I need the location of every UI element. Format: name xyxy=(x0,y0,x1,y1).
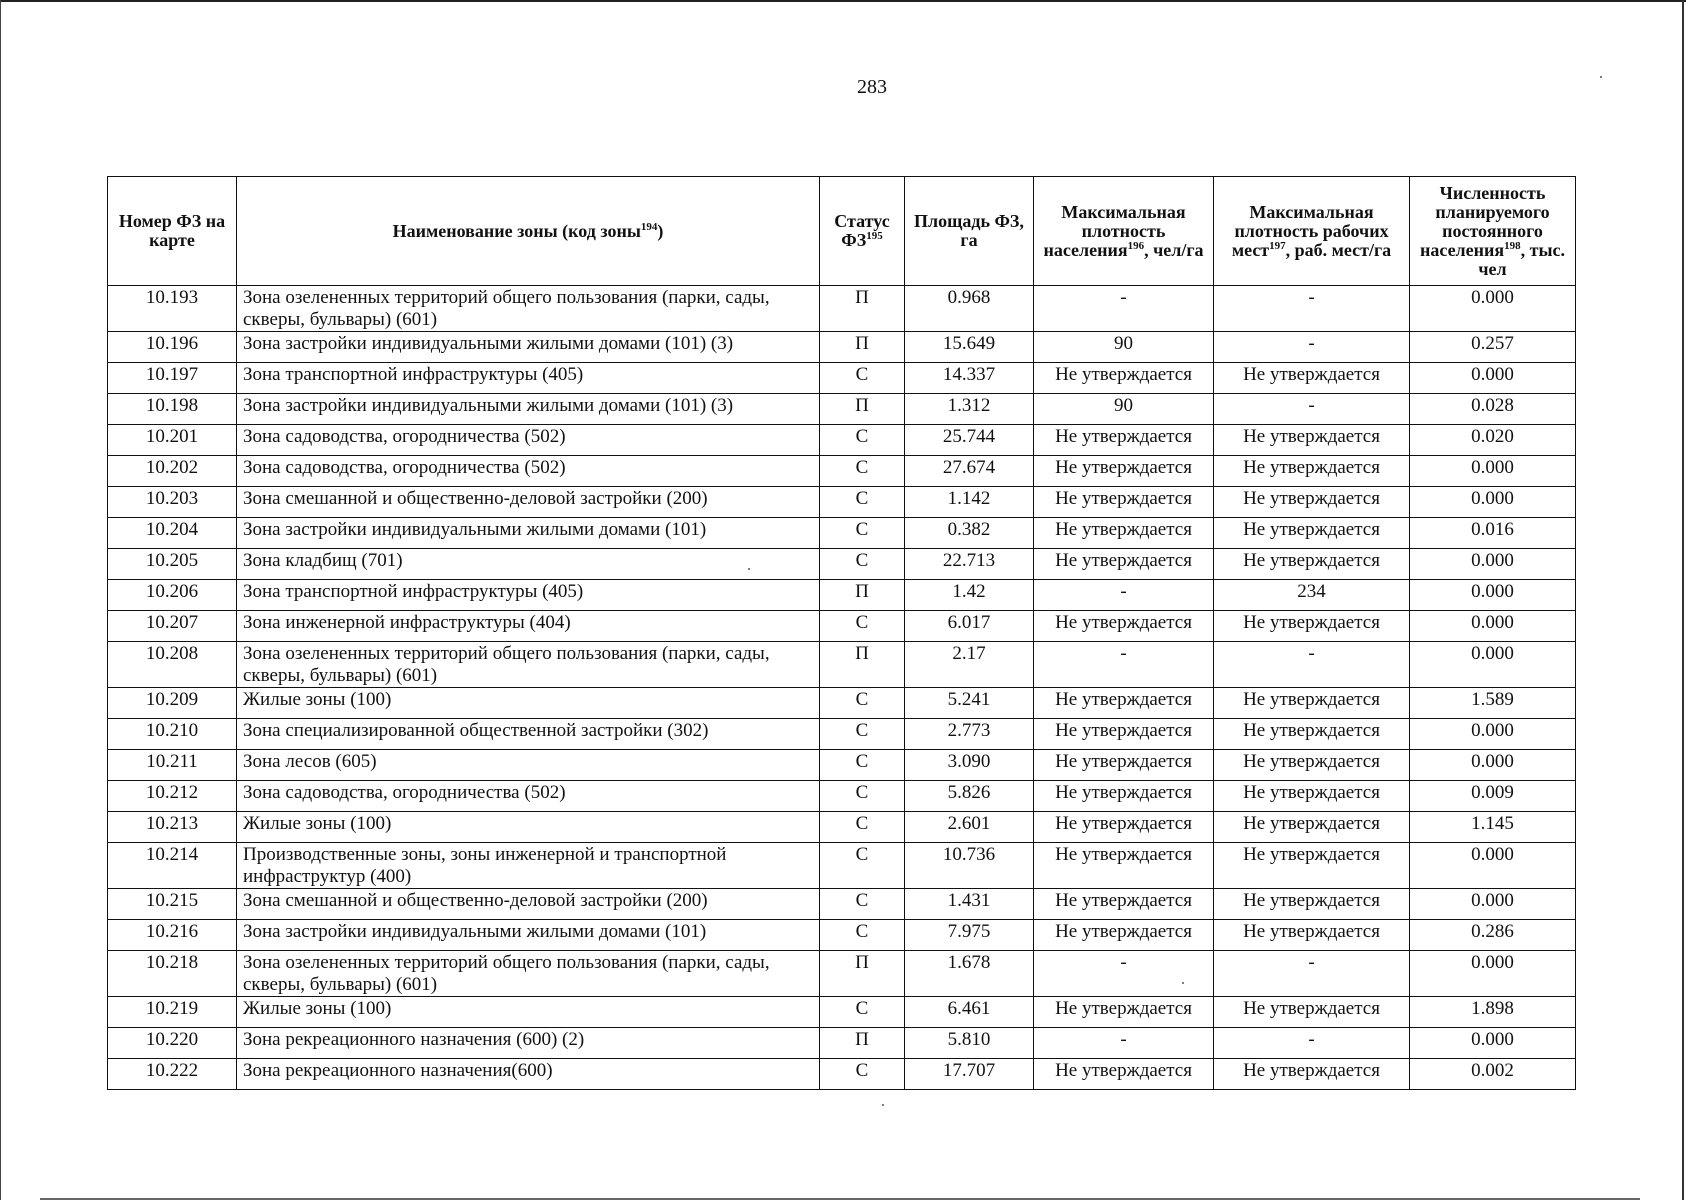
cell-population: 1.145 xyxy=(1410,812,1576,843)
cell-area: 2.773 xyxy=(905,719,1034,750)
cell-population: 0.000 xyxy=(1410,843,1576,889)
cell-population: 0.257 xyxy=(1410,332,1576,363)
cell-pop-density: Не утверждается xyxy=(1034,518,1214,549)
cell-area: 1.678 xyxy=(905,951,1034,997)
cell-population: 0.000 xyxy=(1410,549,1576,580)
cell-area: 0.968 xyxy=(905,286,1034,332)
cell-job-density: Не утверждается xyxy=(1214,843,1410,889)
cell-zone-name: Зона застройки индивидуальными жилыми домами (101) xyxy=(237,920,820,951)
cell-status: С xyxy=(820,843,905,889)
cell-status: С xyxy=(820,487,905,518)
cell-population: 0.000 xyxy=(1410,642,1576,688)
cell-pop-density: Не утверждается xyxy=(1034,812,1214,843)
cell-zone-name: Зона кладбищ (701) xyxy=(237,549,820,580)
cell-pop-density: Не утверждается xyxy=(1034,363,1214,394)
cell-number: 10.207 xyxy=(108,611,237,642)
cell-zone-name: Жилые зоны (100) xyxy=(237,812,820,843)
cell-job-density: Не утверждается xyxy=(1214,781,1410,812)
cell-job-density: - xyxy=(1214,394,1410,425)
table-row xyxy=(108,332,1576,363)
table-row xyxy=(108,688,1576,719)
cell-number: 10.205 xyxy=(108,549,237,580)
cell-status: П xyxy=(820,642,905,688)
cell-status: С xyxy=(820,518,905,549)
cell-zone-name: Зона специализированной общественной застройки (302) xyxy=(237,719,820,750)
cell-population: 0.016 xyxy=(1410,518,1576,549)
cell-pop-density: Не утверждается xyxy=(1034,425,1214,456)
scan-speck xyxy=(1182,982,1184,984)
zones-table xyxy=(107,176,1576,1090)
cell-number: 10.211 xyxy=(108,750,237,781)
cell-number: 10.216 xyxy=(108,920,237,951)
cell-pop-density: Не утверждается xyxy=(1034,1059,1214,1090)
cell-pop-density: Не утверждается xyxy=(1034,920,1214,951)
cell-zone-name: Зона садоводства, огородничества (502) xyxy=(237,456,820,487)
cell-population: 0.000 xyxy=(1410,750,1576,781)
header-pop-density: Максимальная плотность населения$^{196}$, чел/га xyxy=(1034,177,1214,286)
cell-pop-density: - xyxy=(1034,286,1214,332)
cell-population: 1.898 xyxy=(1410,997,1576,1028)
cell-pop-density: Не утверждается xyxy=(1034,456,1214,487)
table-row xyxy=(108,920,1576,951)
cell-pop-density: Не утверждается xyxy=(1034,688,1214,719)
cell-zone-name: Зона смешанной и общественно-деловой застройки (200) xyxy=(237,889,820,920)
header-population: Численность планируемого постоянного населения$^{198}$, тыс. чел xyxy=(1410,177,1576,286)
cell-pop-density: Не утверждается xyxy=(1034,487,1214,518)
cell-status: С xyxy=(820,997,905,1028)
cell-population: 0.286 xyxy=(1410,920,1576,951)
cell-number: 10.219 xyxy=(108,997,237,1028)
cell-number: 10.196 xyxy=(108,332,237,363)
cell-zone-name: Зона застройки индивидуальными жилыми домами (101) (3) xyxy=(237,394,820,425)
cell-area: 2.17 xyxy=(905,642,1034,688)
cell-number: 10.212 xyxy=(108,781,237,812)
cell-number: 10.220 xyxy=(108,1028,237,1059)
cell-number: 10.218 xyxy=(108,951,237,997)
table-header-row xyxy=(108,177,1576,286)
cell-number: 10.197 xyxy=(108,363,237,394)
scan-edge-right xyxy=(1682,0,1684,1200)
cell-number: 10.193 xyxy=(108,286,237,332)
cell-population: 0.028 xyxy=(1410,394,1576,425)
cell-population: 0.002 xyxy=(1410,1059,1576,1090)
cell-status: П xyxy=(820,332,905,363)
cell-pop-density: Не утверждается xyxy=(1034,750,1214,781)
scan-speck xyxy=(1600,76,1602,78)
cell-pop-density: - xyxy=(1034,642,1214,688)
cell-population: 0.000 xyxy=(1410,363,1576,394)
cell-population: 0.009 xyxy=(1410,781,1576,812)
cell-job-density: 234 xyxy=(1214,580,1410,611)
cell-area: 17.707 xyxy=(905,1059,1034,1090)
cell-number: 10.222 xyxy=(108,1059,237,1090)
cell-number: 10.198 xyxy=(108,394,237,425)
cell-status: С xyxy=(820,812,905,843)
cell-population: 0.000 xyxy=(1410,1028,1576,1059)
cell-area: 25.744 xyxy=(905,425,1034,456)
table-row xyxy=(108,1059,1576,1090)
cell-area: 1.431 xyxy=(905,889,1034,920)
cell-population: 0.000 xyxy=(1410,719,1576,750)
cell-pop-density: Не утверждается xyxy=(1034,611,1214,642)
cell-zone-name: Зона инженерной инфраструктуры (404) xyxy=(237,611,820,642)
header-job-density: Максимальная плотность рабочих мест$^{197}$, раб. мест/га xyxy=(1214,177,1410,286)
page-number: 283 xyxy=(857,76,887,98)
cell-job-density: Не утверждается xyxy=(1214,549,1410,580)
cell-area: 2.601 xyxy=(905,812,1034,843)
table-row xyxy=(108,719,1576,750)
cell-population: 0.000 xyxy=(1410,286,1576,332)
table-row xyxy=(108,518,1576,549)
table-row xyxy=(108,951,1576,997)
cell-status: С xyxy=(820,611,905,642)
cell-area: 1.312 xyxy=(905,394,1034,425)
cell-population: 0.020 xyxy=(1410,425,1576,456)
table-row xyxy=(108,611,1576,642)
cell-status: С xyxy=(820,363,905,394)
cell-job-density: Не утверждается xyxy=(1214,920,1410,951)
table-row xyxy=(108,750,1576,781)
cell-pop-density: - xyxy=(1034,580,1214,611)
cell-number: 10.203 xyxy=(108,487,237,518)
cell-zone-name: Зона застройки индивидуальными жилыми домами (101) (3) xyxy=(237,332,820,363)
cell-job-density: Не утверждается xyxy=(1214,487,1410,518)
cell-number: 10.201 xyxy=(108,425,237,456)
cell-zone-name: Жилые зоны (100) xyxy=(237,997,820,1028)
table-row xyxy=(108,642,1576,688)
cell-pop-density: 90 xyxy=(1034,394,1214,425)
table-row xyxy=(108,549,1576,580)
cell-area: 5.826 xyxy=(905,781,1034,812)
cell-status: С xyxy=(820,425,905,456)
cell-pop-density: Не утверждается xyxy=(1034,843,1214,889)
table-row xyxy=(108,781,1576,812)
cell-zone-name: Зона транспортной инфраструктуры (405) xyxy=(237,580,820,611)
cell-number: 10.214 xyxy=(108,843,237,889)
cell-zone-name: Зона озелененных территорий общего пользования (парки, сады, скверы, бульвары) (601) xyxy=(237,951,820,997)
table-row xyxy=(108,1028,1576,1059)
table-row xyxy=(108,812,1576,843)
cell-status: С xyxy=(820,719,905,750)
cell-job-density: Не утверждается xyxy=(1214,518,1410,549)
cell-area: 6.461 xyxy=(905,997,1034,1028)
cell-zone-name: Зона смешанной и общественно-деловой застройки (200) xyxy=(237,487,820,518)
cell-zone-name: Зона озелененных территорий общего пользования (парки, сады, скверы, бульвары) (601) xyxy=(237,642,820,688)
cell-area: 22.713 xyxy=(905,549,1034,580)
cell-area: 1.42 xyxy=(905,580,1034,611)
cell-job-density: Не утверждается xyxy=(1214,889,1410,920)
cell-number: 10.210 xyxy=(108,719,237,750)
cell-status: С xyxy=(820,920,905,951)
scan-speck xyxy=(748,568,750,570)
cell-job-density: Не утверждается xyxy=(1214,750,1410,781)
cell-area: 0.382 xyxy=(905,518,1034,549)
cell-pop-density: Не утверждается xyxy=(1034,997,1214,1028)
cell-status: С xyxy=(820,688,905,719)
cell-population: 1.589 xyxy=(1410,688,1576,719)
cell-pop-density: - xyxy=(1034,1028,1214,1059)
header-number: Номер ФЗ на карте xyxy=(108,177,237,286)
header-status: Статус ФЗ$^{195}$ xyxy=(820,177,905,286)
cell-number: 10.206 xyxy=(108,580,237,611)
cell-area: 5.810 xyxy=(905,1028,1034,1059)
cell-status: П xyxy=(820,1028,905,1059)
table-row xyxy=(108,425,1576,456)
cell-status: С xyxy=(820,781,905,812)
cell-job-density: Не утверждается xyxy=(1214,363,1410,394)
cell-status: С xyxy=(820,549,905,580)
cell-job-density: - xyxy=(1214,1028,1410,1059)
cell-number: 10.209 xyxy=(108,688,237,719)
table-row xyxy=(108,580,1576,611)
table-row xyxy=(108,843,1576,889)
cell-status: П xyxy=(820,394,905,425)
cell-job-density: - xyxy=(1214,286,1410,332)
cell-job-density: Не утверждается xyxy=(1214,1059,1410,1090)
cell-pop-density: Не утверждается xyxy=(1034,549,1214,580)
cell-job-density: - xyxy=(1214,332,1410,363)
cell-area: 5.241 xyxy=(905,688,1034,719)
cell-status: С xyxy=(820,889,905,920)
cell-area: 27.674 xyxy=(905,456,1034,487)
table-row xyxy=(108,394,1576,425)
cell-zone-name: Зона садоводства, огородничества (502) xyxy=(237,425,820,456)
cell-job-density: Не утверждается xyxy=(1214,456,1410,487)
cell-job-density: Не утверждается xyxy=(1214,611,1410,642)
cell-number: 10.204 xyxy=(108,518,237,549)
cell-number: 10.202 xyxy=(108,456,237,487)
cell-area: 3.090 xyxy=(905,750,1034,781)
cell-job-density: Не утверждается xyxy=(1214,997,1410,1028)
cell-area: 14.337 xyxy=(905,363,1034,394)
cell-number: 10.213 xyxy=(108,812,237,843)
cell-zone-name: Жилые зоны (100) xyxy=(237,688,820,719)
cell-population: 0.000 xyxy=(1410,611,1576,642)
cell-job-density: Не утверждается xyxy=(1214,719,1410,750)
cell-zone-name: Зона лесов (605) xyxy=(237,750,820,781)
cell-area: 7.975 xyxy=(905,920,1034,951)
table-row xyxy=(108,363,1576,394)
cell-population: 0.000 xyxy=(1410,487,1576,518)
table-row xyxy=(108,456,1576,487)
cell-zone-name: Зона рекреационного назначения(600) xyxy=(237,1059,820,1090)
cell-zone-name: Зона застройки индивидуальными жилыми домами (101) xyxy=(237,518,820,549)
scan-speck xyxy=(882,1104,884,1106)
cell-zone-name: Зона озелененных территорий общего пользования (парки, сады, скверы, бульвары) (601) xyxy=(237,286,820,332)
cell-number: 10.208 xyxy=(108,642,237,688)
header-name: Наименование зоны (код зоны$^{194}$) xyxy=(237,177,820,286)
cell-area: 6.017 xyxy=(905,611,1034,642)
cell-area: 10.736 xyxy=(905,843,1034,889)
cell-population: 0.000 xyxy=(1410,456,1576,487)
table-row xyxy=(108,286,1576,332)
cell-status: П xyxy=(820,951,905,997)
cell-status: С xyxy=(820,750,905,781)
cell-area: 15.649 xyxy=(905,332,1034,363)
header-area: Площадь ФЗ, га xyxy=(905,177,1034,286)
cell-population: 0.000 xyxy=(1410,580,1576,611)
cell-job-density: - xyxy=(1214,951,1410,997)
cell-job-density: Не утверждается xyxy=(1214,425,1410,456)
cell-number: 10.215 xyxy=(108,889,237,920)
cell-zone-name: Зона рекреационного назначения (600) (2) xyxy=(237,1028,820,1059)
cell-pop-density: Не утверждается xyxy=(1034,889,1214,920)
cell-area: 1.142 xyxy=(905,487,1034,518)
cell-job-density: Не утверждается xyxy=(1214,688,1410,719)
cell-status: С xyxy=(820,456,905,487)
cell-job-density: Не утверждается xyxy=(1214,812,1410,843)
cell-population: 0.000 xyxy=(1410,889,1576,920)
table-row xyxy=(108,487,1576,518)
cell-pop-density: Не утверждается xyxy=(1034,781,1214,812)
scan-edge-top xyxy=(0,0,1686,2)
cell-job-density: - xyxy=(1214,642,1410,688)
cell-status: П xyxy=(820,286,905,332)
cell-population: 0.000 xyxy=(1410,951,1576,997)
scan-edge-left xyxy=(0,0,1,1200)
table-row xyxy=(108,997,1576,1028)
cell-pop-density: 90 xyxy=(1034,332,1214,363)
cell-pop-density: - xyxy=(1034,951,1214,997)
cell-zone-name: Зона садоводства, огородничества (502) xyxy=(237,781,820,812)
cell-zone-name: Зона транспортной инфраструктуры (405) xyxy=(237,363,820,394)
cell-status: С xyxy=(820,1059,905,1090)
cell-pop-density: Не утверждается xyxy=(1034,719,1214,750)
table-row xyxy=(108,889,1576,920)
cell-status: П xyxy=(820,580,905,611)
cell-zone-name: Производственные зоны, зоны инженерной и транспортной инфраструктур (400) xyxy=(237,843,820,889)
